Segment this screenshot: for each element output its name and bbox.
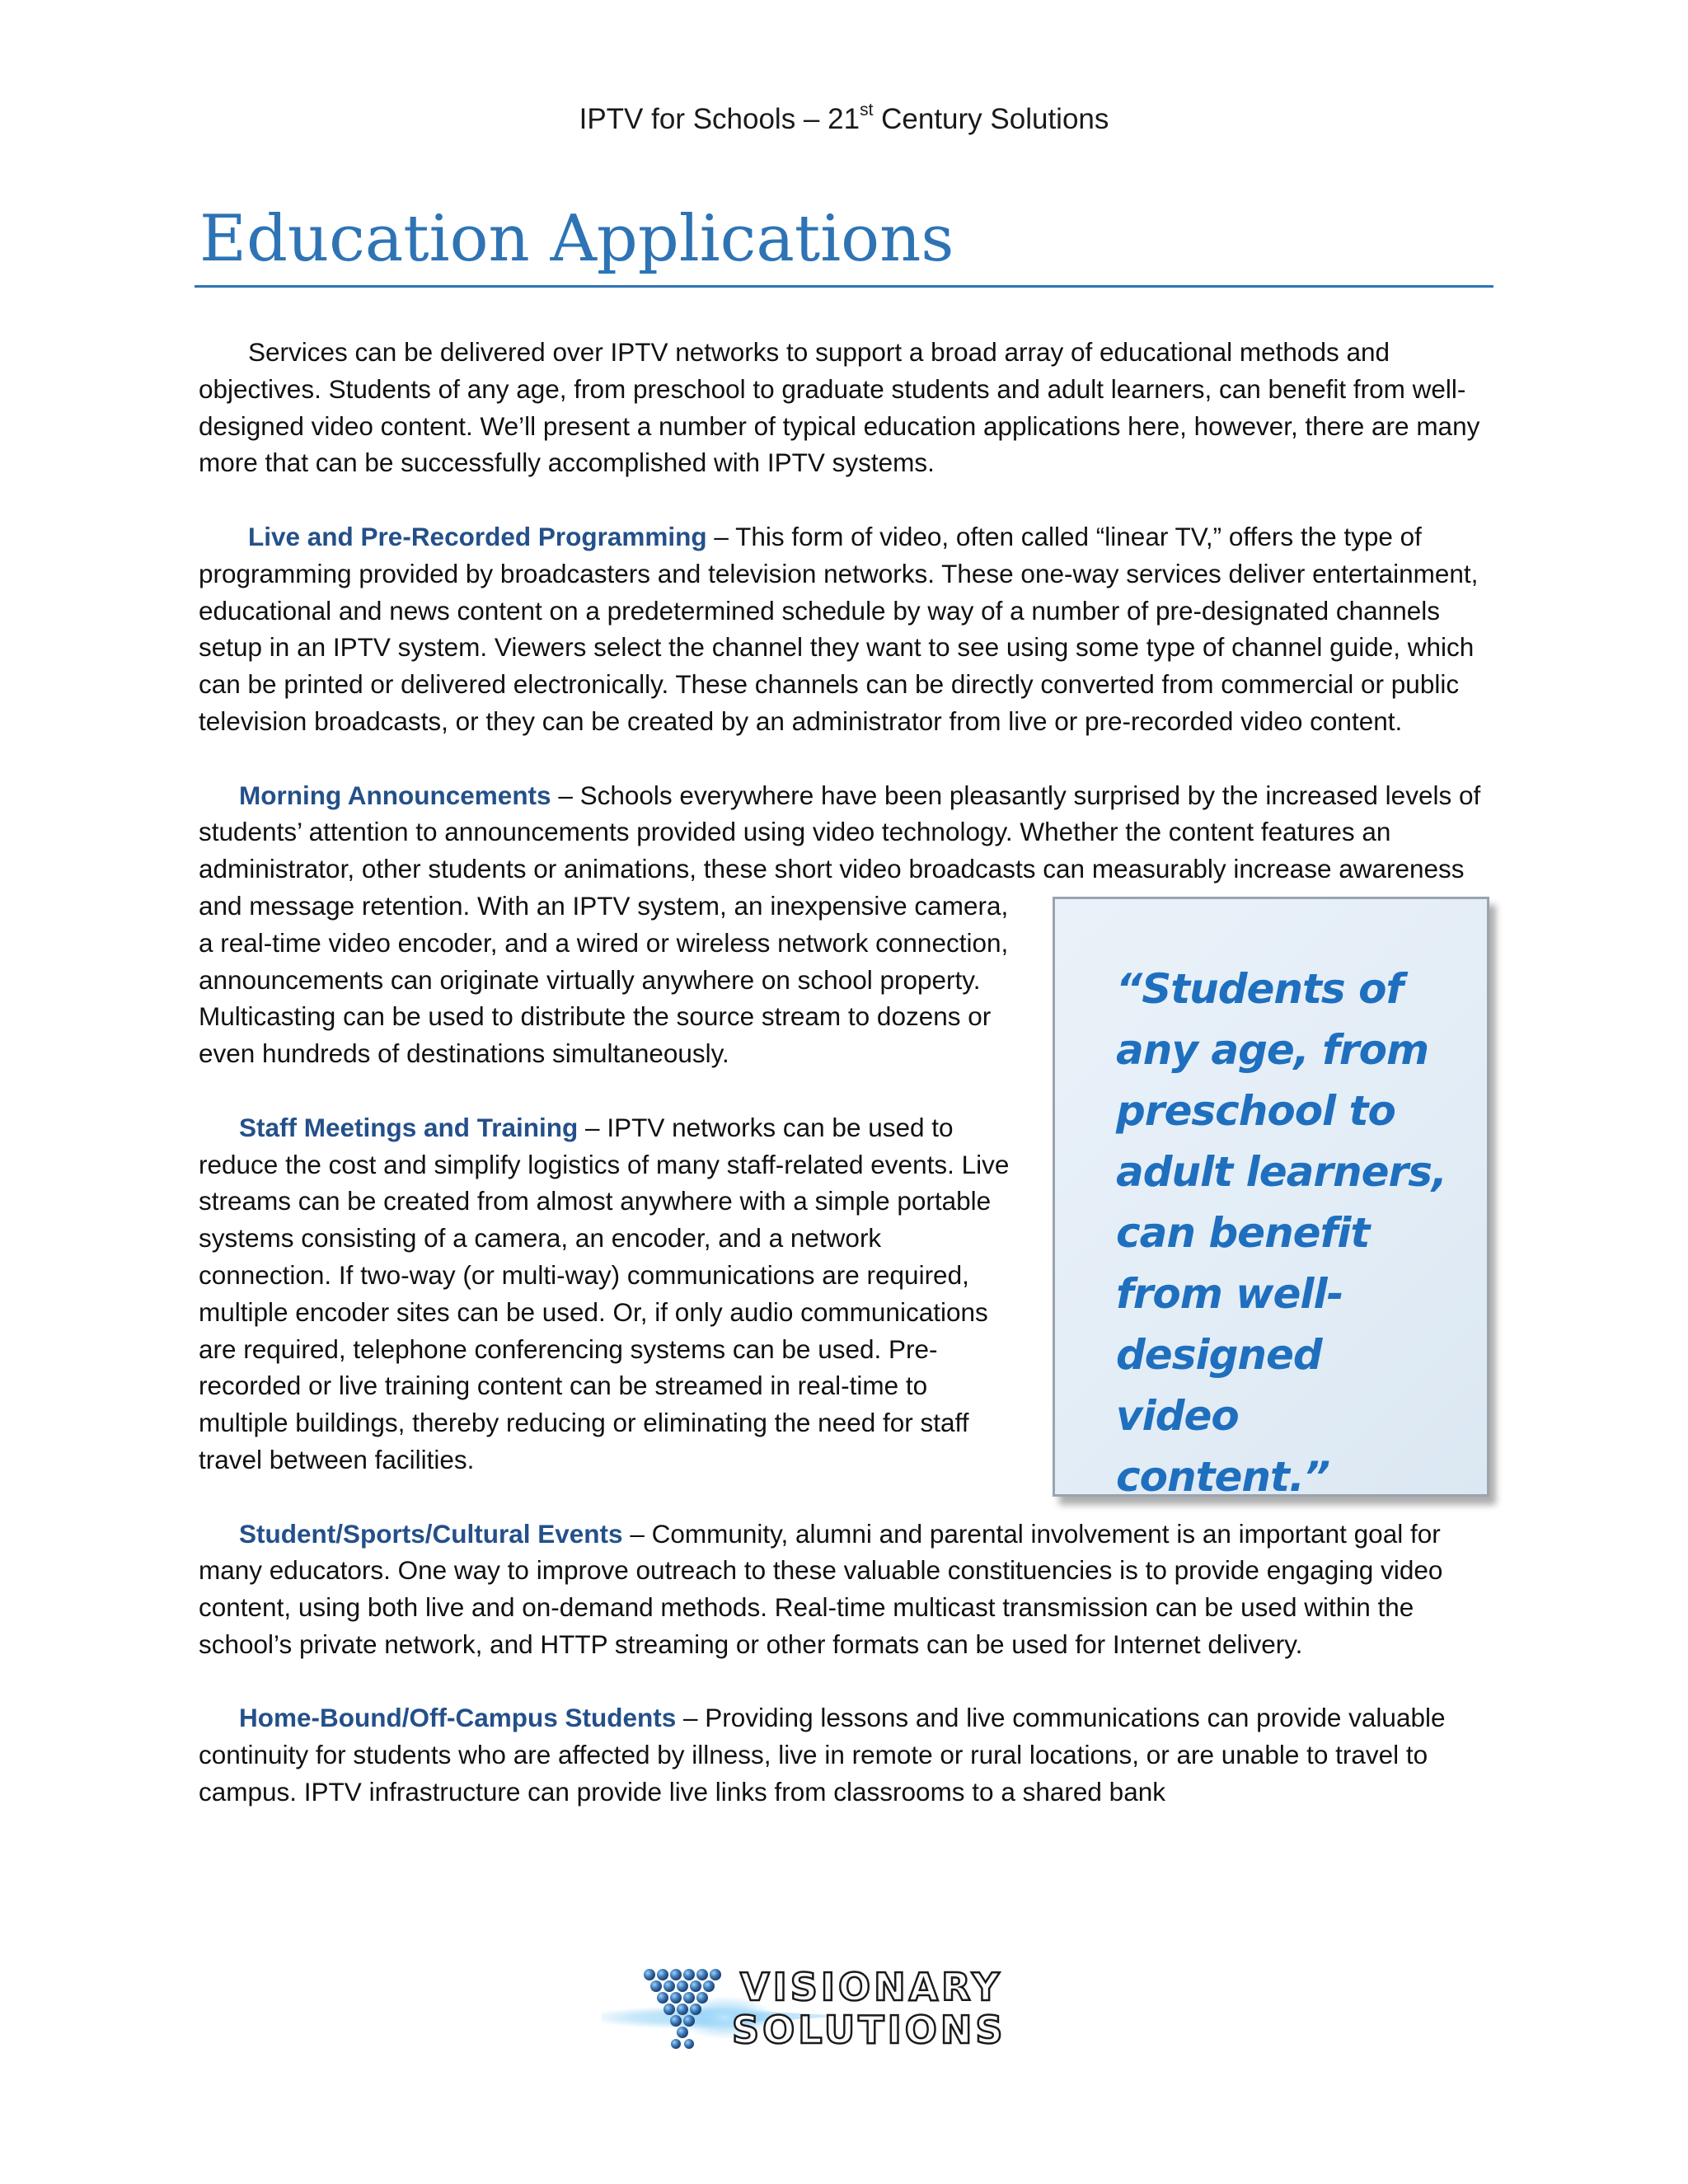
- section-separator: –: [622, 1518, 652, 1549]
- header-text-after: Century Solutions: [873, 103, 1109, 135]
- logo-wordmark-line2: SOLUTIONS: [732, 2008, 1006, 2052]
- section-heading-staff-meetings: Staff Meetings and Training: [239, 1112, 579, 1142]
- pull-quote-box: “Students of any age, from preschool to adult learners, can benefit from well-designed video content.”: [1053, 897, 1489, 1497]
- section-heading-morning-announcements: Morning Announcements: [239, 780, 551, 810]
- section-paragraph-home-bound: [199, 1699, 1489, 1810]
- section-separator: –: [706, 521, 736, 551]
- title-underline: [195, 285, 1493, 288]
- section-text-home-bound: Providing lessons and live communications can provide valuable continuity for students who are affected by illness, live in remote or rural locations, or are unable to travel to campus. IPTV infrastructure can provide live links from classrooms to a shared bank: [199, 1703, 1446, 1807]
- logo-wordmark-line1: VISIONARY: [740, 1965, 1003, 2009]
- section-text-staff-meetings: IPTV networks can be used to reduce the cost and simplify logistics of many staff-related events. Live streams can be created from almost anywhere with a simple portable systems consisting of a camera, an encoder, and a network connection. If two-way (or multi-way) communications are required, multiple encoder sites can be used. Or, if only audio communications are required, telephone conferencing systems can be used. Pre-recorded or live training content can be streamed in real-time to multiple buildings, thereby reducing or eliminating the need for staff travel between facilities.: [199, 1112, 1010, 1474]
- section-heading-student-events: Student/Sports/Cultural Events: [239, 1518, 623, 1549]
- header-superscript: st: [860, 101, 874, 120]
- section-separator: –: [578, 1112, 607, 1142]
- section-heading-live-programming: Live and Pre-Recorded Programming: [248, 521, 707, 551]
- section-text-morning-announcements: Schools everywhere have been pleasantly surprised by the increased levels of students’ attention to announcements provided using video technology. Whether the content features an administrator, other students or animations, these short video broadcasts can measurably increase awareness and message retention. With an IPTV system, an inexpensive camera, a real-time video encoder, and a wired or wireless network connection, announcements can originate virtually anywhere on school property. Multicasting can be used to distribute the source stream to dozens or even hundreds of destinations simultaneously.: [199, 780, 1481, 1069]
- intro-paragraph: Services can be delivered over IPTV networks to support a broad array of educational methods and objectives. Students of any age, from preschool to graduate students and adult learners, can benefit from well-designed video content. We’ll present a number of typical education applications here, however, there are many more that can be successfully accomplished with IPTV systems.: [199, 337, 1480, 478]
- section-text-student-events: Community, alumni and parental involvement is an important goal for many educators. One way to improve outreach to these valuable constituencies is to provide engaging video content, using both live and on-demand methods. Real-time multicast transmission can be used within the school’s private network, and HTTP streaming or other formats can be used for Internet delivery.: [199, 1518, 1443, 1659]
- section-separator: –: [551, 780, 580, 810]
- section-paragraph-student-events: [199, 1516, 1489, 1663]
- page-header: [0, 96, 1688, 143]
- header-text-before: IPTV for Schools – 21: [579, 103, 860, 135]
- body-text: [199, 334, 1489, 1848]
- section-heading-home-bound: Home-Bound/Off-Campus Students: [239, 1703, 677, 1733]
- company-logo: [602, 1966, 1063, 2057]
- page-title: Education Applications: [199, 202, 954, 276]
- section-text-live-programming: This form of video, often called “linear TV,” offers the type of programming provided by broadcasters and television networks. These one-way services deliver entertainment, educational and news content on a predetermined schedule by way of a number of pre-designated channels setup in an IPTV system. Viewers select the channel they want to see using some type of channel guide, which can be printed or delivered electronically. These channels can be directly converted from commercial or public television broadcasts, or they can be created by an administrator from live or pre-recorded video content.: [199, 521, 1479, 736]
- section-paragraph-live-programming: [199, 518, 1489, 740]
- section-separator: –: [676, 1703, 706, 1733]
